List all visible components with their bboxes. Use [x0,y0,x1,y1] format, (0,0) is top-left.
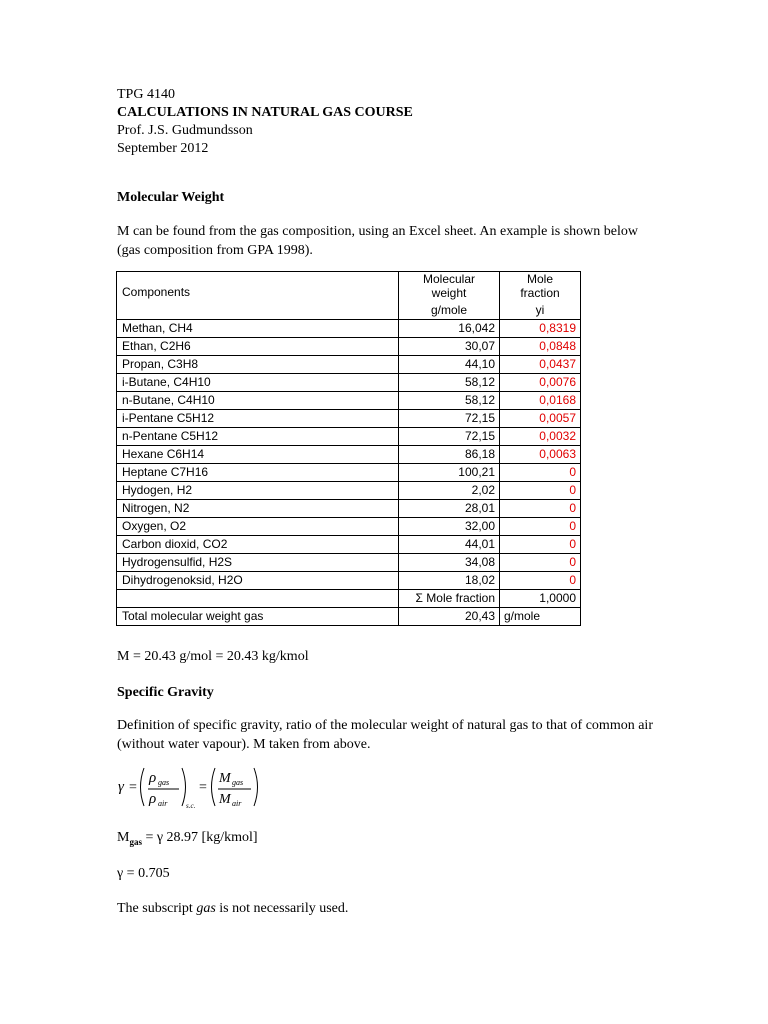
mole-fraction-value: 0 [500,572,581,590]
svg-text:=: = [199,780,207,795]
gamma-value: γ = 0.705 [117,866,170,881]
component-name: Nitrogen, N2 [117,500,399,518]
table-row [117,482,581,500]
molecular-weight-value: 16,042 [399,320,500,338]
m-gas: M [219,771,231,786]
section-title-molecular-weight: Molecular Weight [117,190,225,205]
table-row [117,338,581,356]
molecular-weight-value: 100,21 [399,464,500,482]
table-row [117,464,581,482]
molecular-weight-value: 2,02 [399,482,500,500]
molecular-weight-value: 34,08 [399,554,500,572]
author: Prof. J.S. Gudmundsson [117,123,253,138]
table-row [117,572,581,590]
mole-fraction-value: 0,0032 [500,428,581,446]
mole-fraction-value: 0 [500,518,581,536]
header-mole-fraction: Mole fraction [500,272,581,303]
mole-fraction-value: 0,8319 [500,320,581,338]
sum-value: 1,0000 [500,590,581,608]
section-title-specific-gravity: Specific Gravity [117,685,214,700]
total-value: 20,43 [399,608,500,626]
left-paren-1 [141,768,145,806]
table-row [117,356,581,374]
course-code: TPG 4140 [117,87,175,102]
mole-fraction-value: 0 [500,482,581,500]
total-row [117,608,581,626]
component-name: n-Pentane C5H12 [117,428,399,446]
m-air-sub: air [232,799,242,808]
rho-air: ρ [149,791,157,807]
total-label: Total molecular weight gas [117,608,399,626]
molecular-weight-value: 86,18 [399,446,500,464]
table-row [117,320,581,338]
molecular-weight-value: 44,01 [399,536,500,554]
component-name: Hydrogensulfid, H2S [117,554,399,572]
molecular-weight-value: 30,07 [399,338,500,356]
molecular-weight-value: 58,12 [399,374,500,392]
table-header-row [117,272,581,303]
table-row [117,554,581,572]
component-name: i-Pentane C5H12 [117,410,399,428]
molecular-weight-value: 28,01 [399,500,500,518]
header-components: Components [117,272,399,303]
component-name: Heptane C7H16 [117,464,399,482]
component-name: Propan, C3H8 [117,356,399,374]
sum-label: Σ Mole fraction [399,590,500,608]
mole-fraction-value: 0,0063 [500,446,581,464]
table-row [117,428,581,446]
mole-fraction-value: 0,0168 [500,392,581,410]
result-m: M = 20.43 g/mol = 20.43 kg/kmol [117,649,309,664]
table-row [117,374,581,392]
mgas-equation: $M_{gas} = \gamma$ 28.97 [kg/kmol] [117,830,258,847]
mole-fraction-value: 0,0848 [500,338,581,356]
rho-gas-sub: gas [158,778,170,787]
molecular-weight-value: 58,12 [399,392,500,410]
component-name: Carbon dioxid, CO2 [117,536,399,554]
left-paren-2 [212,768,216,806]
unit-mole-fraction: yi [500,302,581,320]
sum-row [117,590,581,608]
component-name: Methan, CH4 [117,320,399,338]
rho-air-sub: air [158,799,168,808]
mole-fraction-value: 0,0057 [500,410,581,428]
table-row [117,536,581,554]
component-name: Ethan, C2H6 [117,338,399,356]
intro-paragraph: M can be found from the gas composition, using an Excel sheet. An example is shown below (gas composition from GPA 1998). [117,224,639,258]
sc-subscript: s.c. [186,802,196,810]
definition-paragraph: Definition of specific gravity, ratio of the molecular weight of natural gas to that of common air (without water vapour). M taken from above. [117,718,653,752]
header-molecular-weight: Molecular weight [399,272,500,303]
molecular-weight-value: 18,02 [399,572,500,590]
table-units-row [117,302,581,320]
component-name: Dihydrogenoksid, H2O [117,572,399,590]
subscript-note: The subscript gas is not necessarily used. [117,901,349,916]
right-paren-1 [182,768,186,806]
table-row [117,500,581,518]
table-row [117,446,581,464]
m-gas-sub: gas [232,778,244,787]
mole-fraction-value: 0 [500,500,581,518]
molecular-weight-value: 72,15 [399,428,500,446]
mole-fraction-value: 0 [500,554,581,572]
table-row [117,392,581,410]
mole-fraction-value: 0,0437 [500,356,581,374]
mole-fraction-value: 0 [500,464,581,482]
course-title: CALCULATIONS IN NATURAL GAS COURSE [117,105,413,120]
mole-fraction-value: 0,0076 [500,374,581,392]
molecular-weight-value: 44,10 [399,356,500,374]
component-name: n-Butane, C4H10 [117,392,399,410]
molecular-weight-value: 32,00 [399,518,500,536]
date: September 2012 [117,141,209,156]
table-row [117,410,581,428]
right-paren-2 [254,768,258,806]
svg-text:=: = [129,780,137,795]
rho-gas: ρ [149,770,157,786]
mole-fraction-value: 0 [500,536,581,554]
total-unit: g/mole [500,608,581,626]
formula-gamma: γ [118,779,124,795]
component-name: Hydogen, H2 [117,482,399,500]
m-air: M [219,792,231,807]
component-name: Hexane C6H14 [117,446,399,464]
component-name: Oxygen, O2 [117,518,399,536]
table-row [117,518,581,536]
composition-table [116,271,581,626]
molecular-weight-value: 72,15 [399,410,500,428]
unit-molecular-weight: g/mole [399,302,500,320]
component-name: i-Butane, C4H10 [117,374,399,392]
specific-gravity-formula [117,762,277,812]
